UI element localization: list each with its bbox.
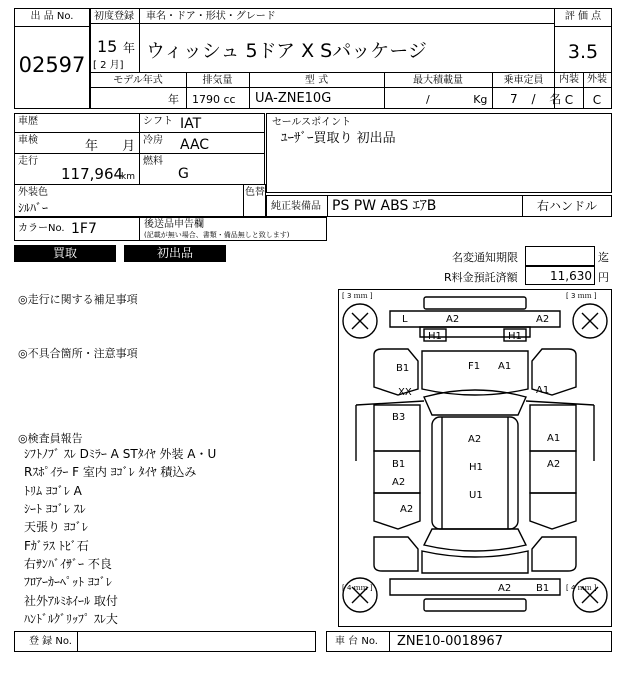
mark-headlamp-right: H1	[508, 331, 522, 342]
payload-value: / Kg	[426, 93, 488, 106]
mark-rear-bumper-b1: B1	[536, 583, 550, 594]
inspector-line: Rｽﾎﾟｲﾗｰ F 室内 ﾖｺﾞﾚ ﾀｲﾔ 積込み	[24, 465, 197, 479]
chassis-number-box	[326, 631, 612, 652]
car-name-box	[139, 8, 555, 73]
inspector-line: ﾄﾘﾑ ﾖｺﾞﾚ A	[24, 484, 82, 498]
color-value: ｼﾙﾊﾞｰ	[18, 201, 49, 215]
mileage-value: 117,964	[61, 165, 124, 183]
color-no-label: カラーNo.	[18, 223, 65, 234]
mark-front-bumper: A2	[446, 314, 460, 325]
mark-right-fender: A1	[536, 385, 550, 396]
mark-l: L	[402, 314, 408, 325]
inspector-line: 右ｻﾝﾊﾞｲｻﾞｰ 不良	[24, 557, 112, 571]
inspector-line: ﾌﾛｱｰｶｰﾍﾟｯﾄ ﾖｺﾞﾚ	[24, 575, 112, 589]
mark-roof-a2: A2	[468, 434, 482, 445]
registration-year: 15	[97, 37, 118, 56]
displacement-label: 排気量	[202, 75, 233, 86]
mark-hood-a1: A1	[498, 361, 512, 372]
chassis-number: ZNE10-0018967	[397, 634, 503, 649]
sales-point-text: ﾕｰｻﾞｰ買取り 初出品	[281, 131, 396, 146]
car-name-label: 車名・ドア・形状・グレード	[146, 11, 276, 22]
recycle-unit: 円	[598, 271, 609, 284]
mark-right-rear-door: A2	[547, 459, 561, 470]
capacity-value: 7 / 名	[510, 92, 562, 106]
mark-roof-u1: U1	[469, 490, 483, 501]
inspector-heading: ◎検査員報告	[18, 432, 83, 445]
color-label: 外装色	[18, 187, 48, 198]
model-year-label: モデル年式	[113, 75, 163, 86]
mark-roof-h1: H1	[469, 462, 483, 473]
repaint-cell	[243, 184, 266, 217]
inspection-label: 車検	[18, 135, 38, 146]
mark-left-front-door: B3	[392, 412, 406, 423]
docs-note: (記載が無い場合、書類・備品無しと致します)	[144, 231, 290, 239]
steering-value: 右ハンドル	[536, 199, 597, 213]
damage-diagram	[338, 289, 612, 627]
fuel-value: G	[178, 166, 189, 182]
history-cell	[14, 113, 140, 133]
purchase-tag: 買取	[14, 245, 116, 262]
car-name: ウィッシュ 5ドア X Sパッケージ	[146, 40, 427, 62]
mark-rear-bumper: A2	[498, 583, 512, 594]
recycle-amount: 11,630	[550, 269, 592, 283]
displacement-value: 1790 cc	[192, 93, 236, 106]
exterior-label: 外装	[587, 74, 607, 85]
recycle-box	[525, 266, 595, 285]
color-no-cell	[14, 217, 140, 241]
model-type-value: UA-ZNE10G	[255, 91, 332, 106]
mark-left-fender: B1	[396, 363, 410, 374]
history-label: 車歴	[18, 116, 38, 127]
inspection-value: 年 月	[85, 139, 136, 154]
sales-point-label: セールスポイント	[272, 117, 352, 128]
equipment-label: 純正装備品	[271, 201, 321, 212]
mark-hood-f1: F1	[468, 361, 481, 372]
fuel-cell	[139, 153, 265, 185]
model-year-unit: 年	[168, 93, 179, 106]
repaint-label: 色替	[245, 187, 265, 198]
equipment-cell	[327, 195, 523, 217]
inspection-cell	[14, 132, 140, 154]
payload-label: 最大積載量	[413, 75, 463, 86]
mark-right-front-door: A1	[547, 433, 561, 444]
exterior-grade: C	[592, 93, 602, 107]
mark-left-rear-door-a2: A2	[392, 477, 406, 488]
mark-left-quarter: A2	[400, 504, 414, 515]
ac-cell	[139, 132, 265, 154]
mileage-cell	[14, 153, 140, 185]
lot-label: 出 品 No.	[30, 11, 74, 22]
mark-front-bumper-right: A2	[536, 314, 550, 325]
fuel-label: 燃料	[143, 156, 163, 167]
registration-number-box	[14, 631, 316, 652]
lot-number: 02597	[18, 53, 86, 77]
grade-score: 3.5	[567, 41, 599, 63]
deadline-unit: 迄	[598, 251, 609, 264]
grade-box	[554, 8, 612, 109]
registration-number-label: 登 録 No.	[29, 636, 72, 647]
registration-year-unit: 年	[123, 41, 136, 55]
color-no-value: 1F7	[71, 221, 97, 237]
registration-month: [ 2 月]	[93, 60, 124, 71]
tire-depth-front-right: [ 3 ｍｍ ]	[566, 292, 597, 300]
type-label: 型 式	[304, 75, 329, 86]
lot-number-box	[14, 8, 90, 109]
interior-grade: C	[564, 93, 574, 107]
recycle-label: R料金預託済額	[444, 271, 518, 284]
docs-label: 後送品申告欄	[144, 219, 204, 230]
mark-left-rear-door: B1	[392, 459, 406, 470]
deadline-box	[525, 246, 595, 266]
first-listing-tag: 初出品	[124, 245, 226, 262]
ac-label: 冷房	[143, 135, 163, 146]
equipment-label-cell	[266, 195, 328, 217]
shift-value: IAT	[180, 116, 202, 132]
docs-cell	[139, 217, 327, 241]
mark-left-fender-xx: XX	[398, 387, 412, 398]
interior-label: 内装	[559, 74, 579, 85]
mark-headlamp-left: H1	[428, 331, 442, 342]
inspector-line: 天張り ﾖｺﾞﾚ	[24, 520, 88, 534]
inspector-line: ｼｰﾄ ﾖｺﾞﾚ ｽﾚ	[24, 502, 86, 516]
defects-heading: ◎不具合箇所・注意事項	[18, 347, 138, 360]
grade-label: 評 価 点	[564, 11, 602, 22]
capacity-label: 乗車定員	[503, 75, 544, 86]
inspector-line: 社外ｱﾙﾐﾎｲｰﾙ 取付	[24, 594, 118, 608]
tire-depth-front-left: [ 3 ｍｍ ]	[342, 292, 373, 300]
mileage-unit: km	[121, 172, 135, 182]
sales-point-box	[266, 113, 612, 193]
shift-label: シフト	[143, 116, 173, 127]
shift-cell	[139, 113, 265, 133]
equipment-value: PS PW ABS ｴｱB	[332, 198, 437, 214]
tire-depth-rear-right: [ 4 ｍｍ ]	[566, 584, 597, 592]
inspector-line: Fｶﾞﾗｽ ﾄﾋﾞ石	[24, 539, 89, 553]
mileage-label: 走行	[18, 156, 38, 167]
driving-notes-heading: ◎走行に関する補足事項	[18, 293, 138, 306]
steering-cell	[522, 195, 612, 217]
registration-label: 初度登録	[94, 11, 134, 22]
color-cell	[14, 184, 244, 217]
inspector-line: ｼﾌﾄﾉﾌﾞ ｽﾚ Dﾐﾗｰ A STﾀｲﾔ 外装 A・U	[24, 447, 217, 461]
ac-value: AAC	[180, 137, 210, 153]
chassis-number-label: 車 台 No.	[335, 636, 378, 647]
registration-box	[90, 8, 140, 73]
tire-depth-rear-left: [ 4 ｍｍ ]	[342, 584, 373, 592]
deadline-label: 名変通知期限	[452, 251, 518, 264]
inspector-line: ﾊﾝﾄﾞﾙｸﾞﾘｯﾌﾟ ｽﾚ大	[24, 612, 118, 626]
